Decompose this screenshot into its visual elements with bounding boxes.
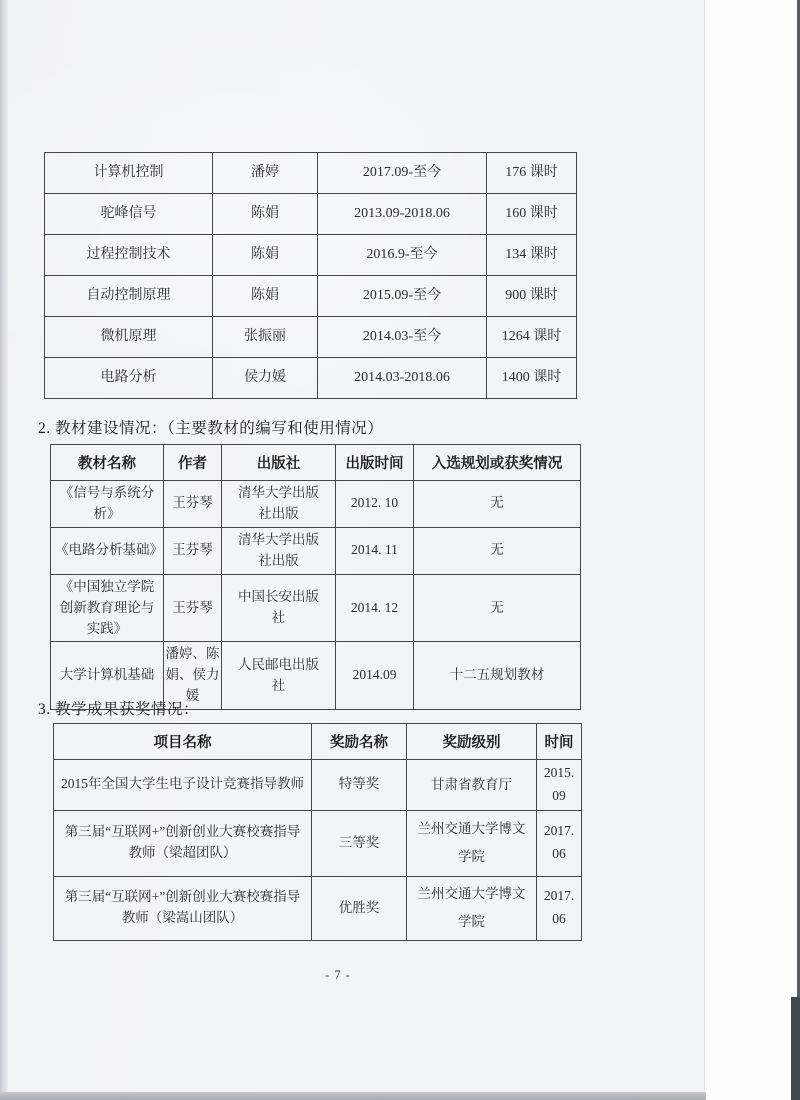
textbook-table-cell: 2012. 10 <box>336 481 414 528</box>
course-table-cell: 2013.09-2018.06 <box>318 194 487 235</box>
awards-table-cell: 兰州交通大学博文学院 <box>407 810 537 876</box>
course-table-cell: 900 课时 <box>487 276 577 317</box>
textbook-table-cell: 《信号与系统分析》 <box>51 481 164 528</box>
textbook-table-cell: 2014. 11 <box>336 527 414 574</box>
column-header: 出版时间 <box>336 445 414 481</box>
column-header: 出版社 <box>222 445 336 481</box>
textbook-table-cell: 人民邮电出版社 <box>222 642 336 710</box>
textbook-table-cell: 王芬琴 <box>164 574 222 642</box>
textbook-table-cell: 大学计算机基础 <box>51 642 164 710</box>
scan-bottom-shadow <box>0 1092 706 1100</box>
awards-table-cell: 优胜奖 <box>312 876 407 940</box>
textbook-table-cell: 《电路分析基础》 <box>51 527 164 574</box>
table-row <box>51 527 581 574</box>
awards-table-cell: 甘肃省教育厅 <box>407 760 537 811</box>
course-table-cell: 电路分析 <box>45 358 213 399</box>
table-row <box>54 876 582 940</box>
awards-table-cell: 2015. 09 <box>537 760 582 811</box>
awards-table-cell: 2015年全国大学生电子设计竞赛指导教师 <box>54 760 312 811</box>
table-row <box>51 481 581 528</box>
course-table-cell: 潘婷 <box>213 153 318 194</box>
course-table-cell: 驼峰信号 <box>45 194 213 235</box>
course-table-cell: 自动控制原理 <box>45 276 213 317</box>
textbook-table <box>50 444 581 710</box>
textbook-table-cell: 清华大学出版社出版 <box>222 481 336 528</box>
textbook-table-cell: 无 <box>414 574 581 642</box>
course-table-cell: 过程控制技术 <box>45 235 213 276</box>
column-header: 奖励级别 <box>407 724 537 760</box>
awards-table <box>53 723 582 941</box>
column-header: 项目名称 <box>54 724 312 760</box>
course-hours-table-container <box>44 152 577 399</box>
column-header: 教材名称 <box>51 445 164 481</box>
table-row <box>54 810 582 876</box>
textbook-table-cell: 王芬琴 <box>164 527 222 574</box>
course-table-cell: 2014.03-至今 <box>318 317 487 358</box>
course-table-cell: 1264 课时 <box>487 317 577 358</box>
awards-table-cell: 2017. 06 <box>537 810 582 876</box>
course-table-cell: 1400 课时 <box>487 358 577 399</box>
table-row <box>45 358 577 399</box>
table-row <box>45 194 577 235</box>
awards-table-cell: 2017. 06 <box>537 876 582 940</box>
column-header: 时间 <box>537 724 582 760</box>
awards-table-cell: 第三届“互联网+”创新创业大赛校赛指导教师（梁超团队） <box>54 810 312 876</box>
table-row <box>45 276 577 317</box>
textbook-table-cell: 无 <box>414 481 581 528</box>
document-page <box>8 0 705 1092</box>
column-header: 作者 <box>164 445 222 481</box>
textbook-table-cell: 中国长安出版社 <box>222 574 336 642</box>
table-row <box>45 153 577 194</box>
course-table-cell: 2015.09-至今 <box>318 276 487 317</box>
table-row <box>45 235 577 276</box>
textbook-table-cell: 《中国独立学院创新教育理论与实践》 <box>51 574 164 642</box>
scan-right-corner-shadow <box>791 997 800 1100</box>
awards-table-cell: 第三届“互联网+”创新创业大赛校赛指导教师（梁嵩山团队） <box>54 876 312 940</box>
course-table-cell: 134 课时 <box>487 235 577 276</box>
course-table-cell: 176 课时 <box>487 153 577 194</box>
course-table-cell: 陈娟 <box>213 235 318 276</box>
textbook-table-container <box>50 444 581 710</box>
awards-table-cell: 特等奖 <box>312 760 407 811</box>
textbook-table-cell: 清华大学出版社出版 <box>222 527 336 574</box>
page-number: - 7 - <box>325 968 351 982</box>
course-table-cell: 计算机控制 <box>45 153 213 194</box>
section-3-heading: 3. 教学成果获奖情况： <box>38 701 200 718</box>
textbook-table-cell: 2014. 12 <box>336 574 414 642</box>
awards-table-header-row <box>54 724 582 760</box>
awards-table-cell: 三等奖 <box>312 810 407 876</box>
awards-table-cell: 兰州交通大学博文学院 <box>407 876 537 940</box>
column-header: 入选规划或获奖情况 <box>414 445 581 481</box>
table-row <box>45 317 577 358</box>
textbook-table-cell: 无 <box>414 527 581 574</box>
column-header: 奖励名称 <box>312 724 407 760</box>
textbook-table-header-row <box>51 445 581 481</box>
course-table-cell: 侯力媛 <box>213 358 318 399</box>
course-table-cell: 微机原理 <box>45 317 213 358</box>
section-2-heading: 2. 教材建设情况：（主要教材的编写和使用情况） <box>38 420 384 437</box>
course-table-cell: 160 课时 <box>487 194 577 235</box>
textbook-table-cell: 王芬琴 <box>164 481 222 528</box>
course-table-cell: 2014.03-2018.06 <box>318 358 487 399</box>
textbook-table-cell: 十二五规划教材 <box>414 642 581 710</box>
textbook-table-cell: 2014.09 <box>336 642 414 710</box>
course-table-cell: 2016.9-至今 <box>318 235 487 276</box>
course-hours-table <box>44 152 577 399</box>
awards-table-container <box>53 723 582 941</box>
course-table-cell: 陈娟 <box>213 194 318 235</box>
textbook-table-cell: 潘婷、陈娟、侯力媛 <box>164 642 222 710</box>
table-row <box>54 760 582 811</box>
table-row <box>51 574 581 642</box>
course-table-cell: 张振丽 <box>213 317 318 358</box>
course-table-cell: 陈娟 <box>213 276 318 317</box>
course-table-cell: 2017.09-至今 <box>318 153 487 194</box>
scan-left-edge <box>0 0 8 1100</box>
